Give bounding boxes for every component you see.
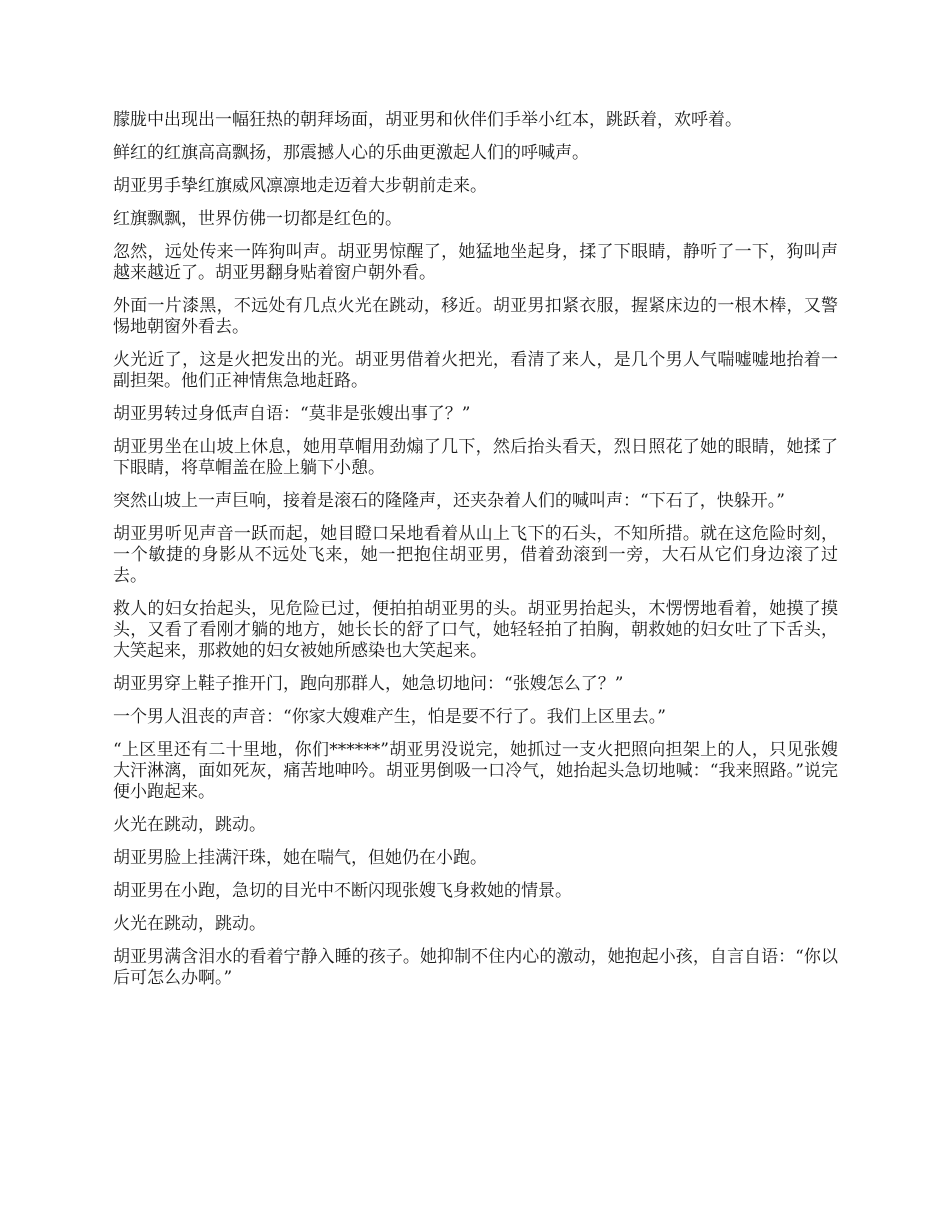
paragraph-9: 胡亚男坐在山坡上休息，她用草帽用劲煽了几下，然后抬头看天，烈日照花了她的眼睛，她揉了下眼睛，将草帽盖在脸上躺下小憩。	[113, 437, 838, 478]
paragraph-10: 突然山坡上一声巨响，接着是滚石的隆隆声，还夹杂着人们的喊叫声：“下石了，快躲开。”	[113, 491, 785, 511]
paragraph-15: “上区里还有二十里地，你们******”胡亚男没说完，她抓过一支火把照向担架上的人，只见张嫂大汗淋漓，面如死灰，痛苦地呻吟。胡亚男倒吸一口冷气，她抬起头急切地喊：“我来照路。”说完便小跑起来。	[113, 740, 838, 802]
document-body	[113, 110, 838, 1001]
paragraph-12: 救人的妇女抬起头，见危险已过，便拍拍胡亚男的头。胡亚男抬起头，木愣愣地看着，她摸了摸头，又看了看刚才躺的地方，她长长的舒了口气，她轻轻拍了拍胸，朝救她的妇女吐了下舌头，大笑起来，那救她的妇女被她所感染也大笑起来。	[113, 599, 838, 661]
paragraph-3: 胡亚男手挚红旗威风凛凛地走迈着大步朝前走来。	[113, 176, 487, 196]
paragraph-7: 火光近了，这是火把发出的光。胡亚男借着火把光，看清了来人，是几个男人气喘嘘嘘地抬着一副担架。他们正神情焦急地赶路。	[113, 350, 838, 391]
paragraph-16: 火光在跳动，跳动。	[113, 815, 266, 835]
paragraph-14: 一个男人沮丧的声音：“你家大嫂难产生，怕是要不行了。我们上区里去。”	[113, 707, 666, 727]
paragraph-4: 红旗飘飘，世界仿佛一切都是红色的。	[113, 209, 402, 229]
paragraph-2: 鲜红的红旗高高飘扬，那震撼人心的乐曲更激起人们的呼喊声。	[113, 143, 589, 163]
paragraph-19: 火光在跳动，跳动。	[113, 914, 266, 934]
paragraph-5: 忽然，远处传来一阵狗叫声。胡亚男惊醒了，她猛地坐起身，揉了下眼睛，静听了一下，狗叫声越来越近了。胡亚男翻身贴着窗户朝外看。	[113, 242, 838, 283]
paragraph-13: 胡亚男穿上鞋子推开门，跑向那群人，她急切地问：“张嫂怎么了？”	[113, 674, 624, 694]
paragraph-11: 胡亚男听见声音一跃而起，她目瞪口呆地看着从山上飞下的石头，不知所措。就在这危险时刻，一个敏捷的身影从不远处飞来，她一把抱住胡亚男，借着劲滚到一旁，大石从它们身边滚了过去。	[113, 524, 838, 586]
paragraph-17: 胡亚男脸上挂满汗珠，她在喘气，但她仍在小跑。	[113, 848, 487, 868]
paragraph-6: 外面一片漆黑，不远处有几点火光在跳动，移近。胡亚男扣紧衣服，握紧床边的一根木棒，又警惕地朝窗外看去。	[113, 296, 838, 337]
paragraph-20: 胡亚男满含泪水的看着宁静入睡的孩子。她抑制不住内心的激动，她抱起小孩，自言自语：“你以后可怎么办啊。”	[113, 947, 838, 988]
paragraph-18: 胡亚男在小跑，急切的目光中不断闪现张嫂飞身救她的情景。	[113, 881, 572, 901]
paragraph-1: 朦胧中出现出一幅狂热的朝拜场面，胡亚男和伙伴们手举小红本，跳跃着，欢呼着。	[113, 110, 742, 130]
paragraph-8: 胡亚男转过身低声自语：“莫非是张嫂出事了？”	[113, 404, 471, 424]
